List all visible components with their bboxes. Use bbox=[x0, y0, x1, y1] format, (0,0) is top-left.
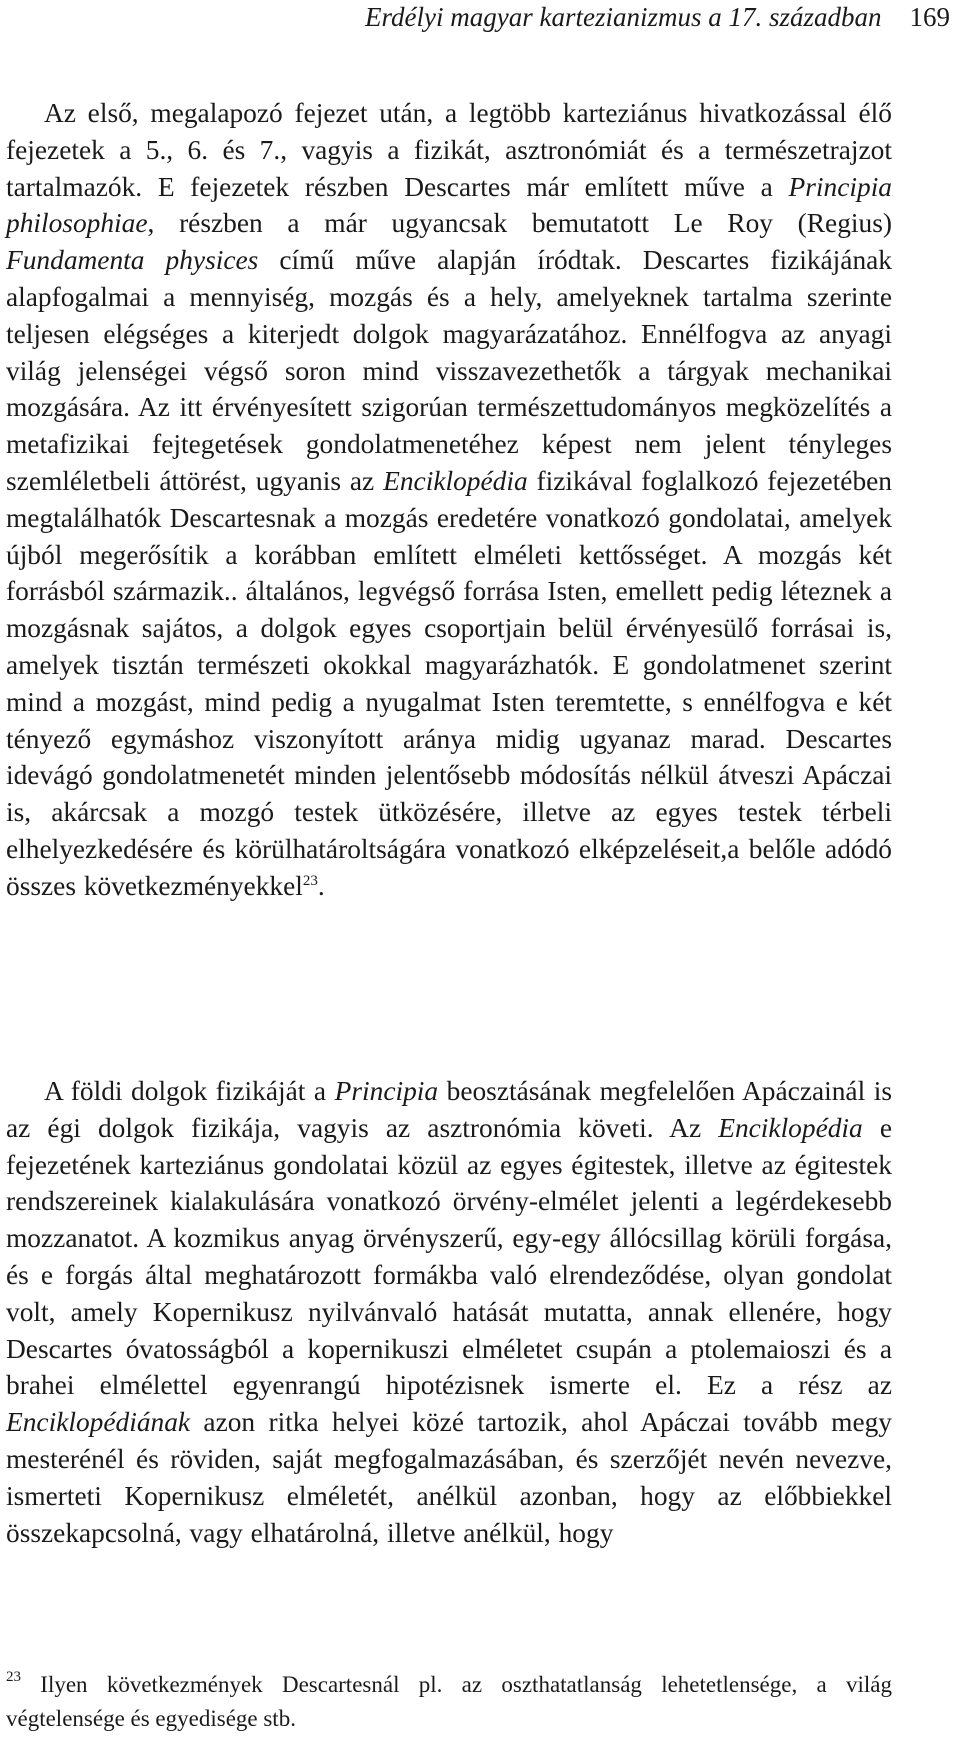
body-paragraph-1 bbox=[6, 95, 892, 905]
text-run: , részben a már ugyancsak bemutatott Le Roy (Regius) bbox=[147, 208, 892, 239]
text-run: fizikával foglalkozó fejezetében megtalálhatók Descartesnak a mozgás eredetére vonatkozó gondolatai, amelyek újból megerősítik a korábban említett elméleti kettősséget. A mozgás két forrásból származik.. általános, legvégső forrása Isten, emellett pedig léteznek a mozgásnak sajátos, a dolgok egyes csoportjain belül érvényesülő forrásai is, amelyek tisztán természeti okokkal magyarázhatók. E gondolatmenet szerint mind a mozgást, mind pedig a nyugalmat Isten teremtette, s ennélfogva e két tényező egymáshoz viszonyított aránya midig ugyanaz marad. Descartes idevágó gondolatmenetét minden jelentősebb módosítás nélkül átveszi Apáczai is, akárcsak a mozgó testek ütközésére, illetve az egyes testek térbeli elhelyezkedésére és körülhatároltságára vonatkozó elképzeléseit,a belőle adódó összes következményekkel bbox=[6, 465, 892, 901]
text-run: . bbox=[317, 870, 325, 901]
text-run: című műve alapján íródtak. Descartes fizikájának alapfogalmai a mennyiség, mozgás és a hely, amelyeknek tartalma szerinte teljesen elégséges a kiterjedt dolgok magyarázatához. Ennélfogva az anyagi világ jelenségei végső soron mind visszavezethetők a tárgyak mechanikai mozgására. Az itt érvényesített szigorúan természettudományos megközelítés a metafizikai fejtegetések gondolatmenetéhez képest nem jelent tényleges szemléletbeli áttörést, ugyanis az bbox=[6, 245, 892, 496]
footnote-text: Ilyen következmények Descartesnál pl. az oszthatatlanság lehetetlensége, a világ végtelensége és egyedisége stb. bbox=[6, 1672, 892, 1731]
running-header bbox=[0, 2, 950, 36]
book-title-italic: Principia philosophiae bbox=[6, 171, 892, 239]
text-run: azon ritka helyei közé tartozik, ahol Apáczai tovább megy mesterénél és röviden, saját megfogalmazásában, és szerzőjét nevén nevezve, ismerteti Kopernikusz elméletét, anélkül azonban, hogy az előbbiekkel összekapcsolná, vagy elhatárolná, illetve anélkül, hogy bbox=[6, 1407, 892, 1548]
text-run: beosztásának megfelelően Apáczainál is az égi dolgok fizikája, vagyis az asztronómia követi. Az bbox=[6, 1076, 892, 1143]
book-title-italic: Fundamenta physices bbox=[6, 245, 259, 276]
footnote-marker: 23 bbox=[6, 1669, 21, 1685]
text-run: Az első, megalapozó fejezet után, a legtöbb karteziánus hivatkozással élő fejezetek a 5., 6. és 7., vagyis a fizikát, asztronómiát és a természetrajzot tartalmazók. E fejezetek részben Descartes már említett műve a bbox=[6, 98, 892, 202]
text-run: e fejezetének karteziánus gondolatai közül az egyes égitestek, illetve az égitestek rendszereinek kialakulására vonatkozó örvény-elmélet jelenti a legérdekesebb mozzanatot. A kozmikus anyag örvényszerű, egy-egy állócsillag körüli forgása, és e forgás által meghatározott formákba való elrendeződése, olyan gondolat volt, amely Kopernikusz nyilvánvaló hatását mutatta, annak ellenére, hogy Descartes óvatosságból a kopernikuszi elméletet csupán a ptolemaioszi és a brahei elmélettel egyenrangú hipotézisnek ismerte el. Ez a rész az bbox=[6, 1112, 892, 1401]
book-title-italic: Principia bbox=[334, 1076, 439, 1106]
book-title-italic: Enciklopédia bbox=[383, 465, 528, 496]
footnote bbox=[6, 1668, 892, 1736]
text-run: A földi dolgok fizikáját a bbox=[44, 1076, 335, 1106]
book-title-italic: Enciklopédia bbox=[718, 1112, 863, 1143]
book-title-italic: Enciklopédiának bbox=[6, 1407, 191, 1438]
footnote-reference[interactable]: 23 bbox=[302, 872, 318, 889]
running-title: Erdélyi magyar kartezianizmus a 17. században bbox=[365, 2, 882, 32]
page-number: 169 bbox=[909, 2, 950, 32]
body-paragraph-2 bbox=[6, 1073, 892, 1551]
